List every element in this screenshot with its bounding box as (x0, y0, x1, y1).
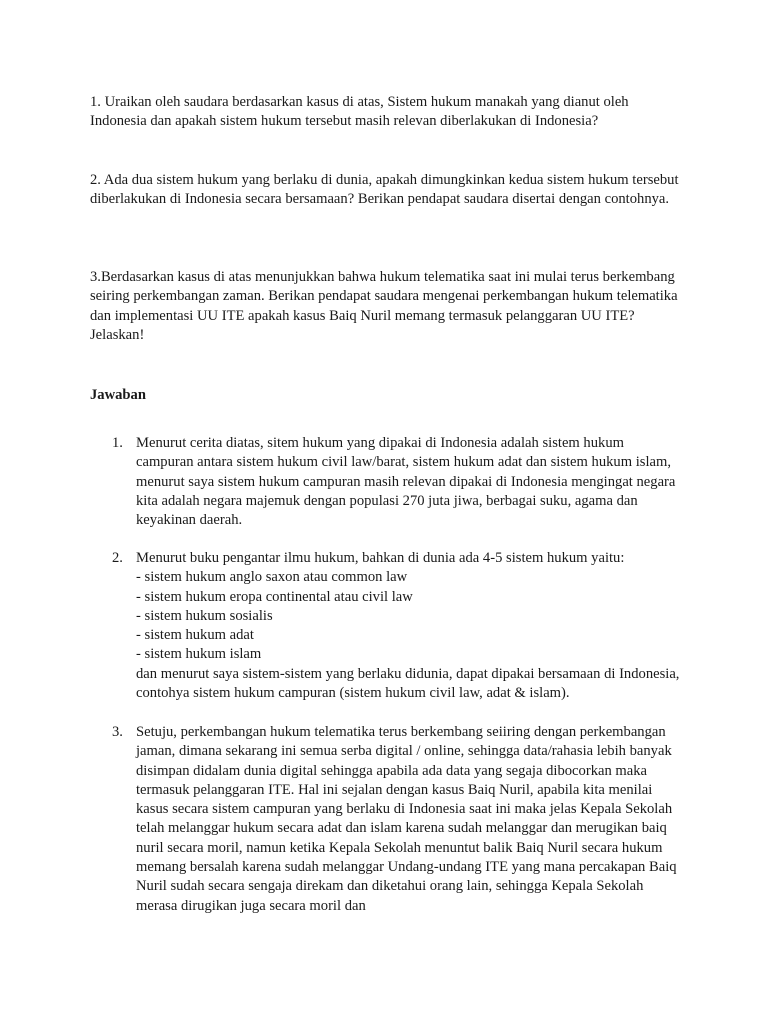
legal-system-item: - sistem hukum islam (136, 646, 262, 663)
answer-1-number: 1. (112, 435, 123, 451)
answer-3-text: Setuju, perkembangan hukum telematika terus berkembang seiiring dengan perkembangan jaman, dimana sekarang ini semua serba digital / online, sehingga data/rahasia lebih banyak disimpan didalam dunia digital sehingga apabila ada data yang segaja dibocorkan maka termasuk pelanggaran ITE. Hal ini sejalan dengan kasus Baiq Nuril, apabila kita menilai kasus secara sistem campuran yang berlaku di Indonesia saat ini maka jelas Kepala Sekolah telah melanggar hukum secara adat dan islam karena sudah melanggar dan merugikan baiq nuril secara moril, namun ketika Kepala Sekolah menuntut balik Baiq Nuril secara hukum memang bersalah karena sudah melanggar Undang-undang ITE yang mana percakapan Baiq Nuril sudah secara sengaja direkam dan diketahui orang lain, sehingga Kepala Sekolah merasa dirugikan juga secara moril dan (136, 724, 677, 914)
legal-system-item: - sistem hukum sosialis (136, 607, 273, 624)
legal-system-item: - sistem hukum adat (136, 627, 254, 644)
answer-2 (90, 549, 682, 703)
question-2: 2. Ada dua sistem hukum yang berlaku di dunia, apakah dimungkinkan kedua sistem hukum tersebut diberlakukan di Indonesia secara bersamaan? Berikan pendapat saudara disertai dengan contohnya. (90, 172, 679, 208)
answer-1-text: Menurut cerita diatas, sitem hukum yang dipakai di Indonesia adalah sistem hukum campuran antara sistem hukum civil law/barat, sistem hukum adat dan sistem hukum islam, menurut saya sistem hukum campuran masih relevan dipakai di Indonesia mengingat negara kita adalah negara majemuk dengan populasi 270 juta jiwa, berbagai suku, agama dan keyakinan daerah. (136, 435, 676, 529)
legal-system-item: - sistem hukum eropa continental atau civil law (136, 588, 413, 605)
answer-3-number: 3. (112, 724, 123, 740)
answers-heading: Jawaban (90, 387, 146, 403)
answer-3 (90, 723, 682, 916)
answer-1 (90, 434, 682, 530)
answer-2-intro: Menurut buku pengantar ilmu hukum, bahkan di dunia ada 4-5 sistem hukum yaitu: (136, 550, 625, 566)
question-3: 3.Berdasarkan kasus di atas menunjukkan bahwa hukum telematika saat ini mulai terus berkembang seiring perkembangan zaman. Berikan pendapat saudara mengenai perkembangan hukum telematika dan implementasi UU ITE apakah kasus Baiq Nuril memang termasuk pelanggaran UU ITE? Jelaskan! (90, 269, 678, 343)
answer-2-number: 2. (112, 550, 123, 566)
answer-2-closing: dan menurut saya sistem-sistem yang berlaku didunia, dapat dipakai bersamaan di Indonesia, contohya sistem hukum campuran (sistem hukum civil law, adat & islam). (136, 665, 680, 702)
question-1: 1. Uraikan oleh saudara berdasarkan kasus di atas, Sistem hukum manakah yang dianut oleh Indonesia dan apakah sistem hukum tersebut masih relevan diberlakukan di Indonesia? (90, 94, 629, 130)
legal-system-item: - sistem hukum anglo saxon atau common law (136, 569, 408, 586)
answer-2-body (136, 549, 682, 703)
